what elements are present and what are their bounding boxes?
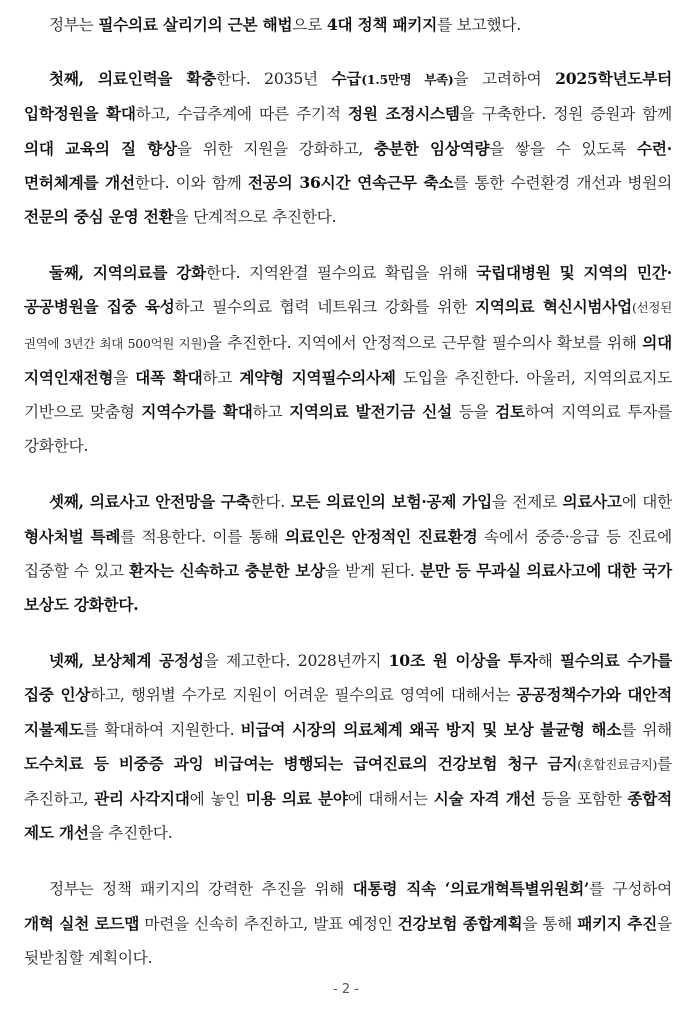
bold-run: 계약형 지역필수의사제 — [239, 367, 396, 387]
text-run: 을 제고한다. 2028년까지 — [203, 652, 389, 671]
text-run: 을 전제로 — [491, 493, 563, 512]
page-number: - 2 - — [333, 982, 359, 997]
small-run: (혼합진료금지) — [577, 756, 658, 772]
text-run: 하여 지역의료 투자를 강화한다. — [24, 403, 673, 456]
bold-run: 개혁 실천 로드맵 — [24, 913, 140, 933]
text-run: 에 놓인 — [189, 790, 246, 809]
paragraph-first-medical-workforce — [24, 62, 672, 234]
text-run: 한다. — [250, 493, 291, 512]
bold-run: 환자는 신속하고 충분한 보상 — [129, 560, 325, 580]
bold-run: 정원 조정시스템 — [348, 104, 460, 124]
bold-run: 지역수가를 확대 — [141, 402, 253, 422]
text-run: 에 대해서는 — [347, 790, 434, 809]
text-run: 정부는 — [48, 16, 99, 34]
text-run: 를 확대하여 지원한다. — [83, 720, 241, 739]
paragraph-closing — [24, 872, 672, 975]
bold-run: 수련·면허체계를 개선 — [24, 138, 672, 192]
bold-run: 도수치료 등 비중증 과잉 비급여는 병행되는 급여진료의 건강보험 청구 금지 — [24, 753, 578, 773]
text-run: 을 — [113, 368, 136, 387]
bold-run: 관리 사각지대 — [94, 789, 190, 809]
bold-run: 비급여 시장의 의료체계 왜곡 방지 및 보상 불균형 해소 — [240, 719, 622, 739]
bold-run: 지역의료 발전기금 신설 — [289, 402, 453, 422]
document-page — [24, 8, 672, 975]
bold-run: 패키지 추진 — [577, 913, 658, 933]
text-run: 를 통한 수련환경 개선과 병원의 — [453, 173, 672, 192]
text-run: 도입을 추진한다. 아울러, 지역의료지도 기반으로 맞춤형 — [24, 368, 672, 422]
bold-run: 의료사고 — [562, 492, 622, 512]
text-run: 을 단계적으로 추진한다. — [173, 208, 337, 227]
bold-run: 모든 의료인의 보험·공제 가입 — [290, 492, 492, 512]
text-run: 한다. 이와 함께 — [134, 173, 248, 192]
bold-run: 첫째, 의료인력을 확충 — [48, 69, 217, 89]
text-run: 를 위해 — [621, 720, 672, 739]
paragraph-second-regional-care — [24, 256, 672, 463]
bold-run: 종합적 제도 개선 — [24, 789, 673, 843]
bold-run: 넷째, 보상체계 공정성 — [48, 651, 204, 671]
bold-run: 검토 — [495, 402, 525, 422]
text-run: 한다. 지역완결 필수의료 확립을 위해 — [205, 264, 477, 283]
text-run: 을 통해 — [522, 914, 578, 933]
bold-run: 국립대병원 및 지역의 민간·공공병원을 집중 육성 — [24, 263, 672, 317]
bold-run: 의료인은 안정적인 진료환경 — [285, 526, 478, 546]
bold-run: 필수의료 살리기의 근본 해법 — [98, 15, 293, 34]
text-run: 등을 — [452, 403, 496, 422]
text-run: 속에서 중증·응급 등 진료에 집중할 수 있고 — [24, 527, 672, 580]
bold-run: 대통령 직속 ‘의료개혁특별위원회’ — [352, 879, 590, 899]
intro-paragraph — [24, 8, 672, 42]
text-run: 하고 필수의료 협력 네트워크 강화를 위한 — [174, 298, 475, 317]
bold-run: 필수의료 수가를 집중 인상 — [24, 651, 673, 705]
bold-run: 분만 등 무과실 의료사고에 대한 국가 보상도 강화한다. — [24, 560, 672, 615]
text-run: 를 적용한다. 이를 통해 — [120, 527, 286, 546]
text-run: 을 추진한다. — [88, 824, 173, 843]
text-run: 를 보고했다. — [437, 16, 521, 34]
bold-run: 의대 교육의 질 향상 — [24, 138, 178, 158]
small-run: (1.5만명 부족) — [361, 72, 454, 88]
bold-run: 10조 원 이상을 투자 — [388, 651, 538, 671]
bold-run: 전공의 36시간 연속근무 축소 — [247, 172, 454, 192]
text-run: 마련을 신속히 추진하고, 발표 예정인 — [139, 914, 398, 933]
text-run: 하고, 행위별 수가로 지원이 어려운 필수의료 영역에 대해서는 — [90, 686, 517, 705]
bold-run: 시술 자격 개선 — [433, 789, 536, 809]
bold-run: 지역의료 혁신시범사업 — [474, 297, 633, 317]
text-run: 정부는 정책 패키지의 강력한 추진을 위해 — [48, 880, 353, 899]
text-run: 하고 — [252, 403, 290, 422]
text-run: 하고 — [202, 368, 240, 387]
bold-run: 건강보험 종합계획 — [397, 913, 523, 933]
text-run: 해 — [537, 652, 561, 671]
bold-run: 2025학년도부터 입학정원을 확대 — [24, 69, 672, 124]
text-run: 을 고려하여 — [453, 70, 556, 89]
text-run: 을 구축한다. 정원 증원과 함께 — [459, 105, 672, 124]
small-run: (선정된 권역에 3년간 최대 500억원 지원) — [24, 300, 672, 351]
text-run: 한다. 2035년 — [216, 70, 332, 89]
bold-run: 둘째, 지역의료를 강화 — [48, 263, 206, 283]
text-run: 를 구성하여 — [589, 880, 672, 899]
bold-run: 미용 의료 분야 — [245, 789, 348, 809]
text-run: 을 추진한다. 지역에서 안정적으로 근무할 필수의사 확보를 위해 — [206, 333, 643, 352]
bold-run: 대폭 확대 — [135, 367, 203, 387]
text-run: 하고, 수급추계에 따른 주기적 — [135, 105, 348, 124]
text-run: 등을 포함한 — [535, 790, 628, 809]
bold-run: 수급 — [331, 69, 362, 89]
bold-run: 충분한 임상역량 — [373, 138, 490, 158]
bold-run: 셋째, 의료사고 안전망을 구축 — [48, 492, 251, 512]
paragraph-fourth-compensation — [24, 644, 672, 850]
bold-run: 의대 지역인재전형 — [24, 332, 672, 387]
bold-run: 형사처벌 특례 — [24, 526, 121, 546]
text-run: 을 쌓을 수 있도록 — [489, 139, 638, 158]
bold-run: 전문의 중심 운영 전환 — [24, 207, 174, 227]
text-run: 에 대한 — [621, 493, 673, 512]
bold-run: 공공정책수가와 대안적 지불제도 — [24, 685, 672, 739]
bold-run: 4대 정책 패키지 — [326, 15, 438, 34]
text-run: 을 받게 된다. — [324, 561, 421, 580]
text-run: 으로 — [292, 16, 327, 34]
text-run: 을 위한 지원을 강화하고, — [177, 139, 374, 158]
text-run: 를 추진하고, — [24, 754, 672, 809]
paragraph-third-safety-net — [24, 485, 672, 622]
text-run: 을 뒷받침할 계획이다. — [24, 914, 673, 967]
